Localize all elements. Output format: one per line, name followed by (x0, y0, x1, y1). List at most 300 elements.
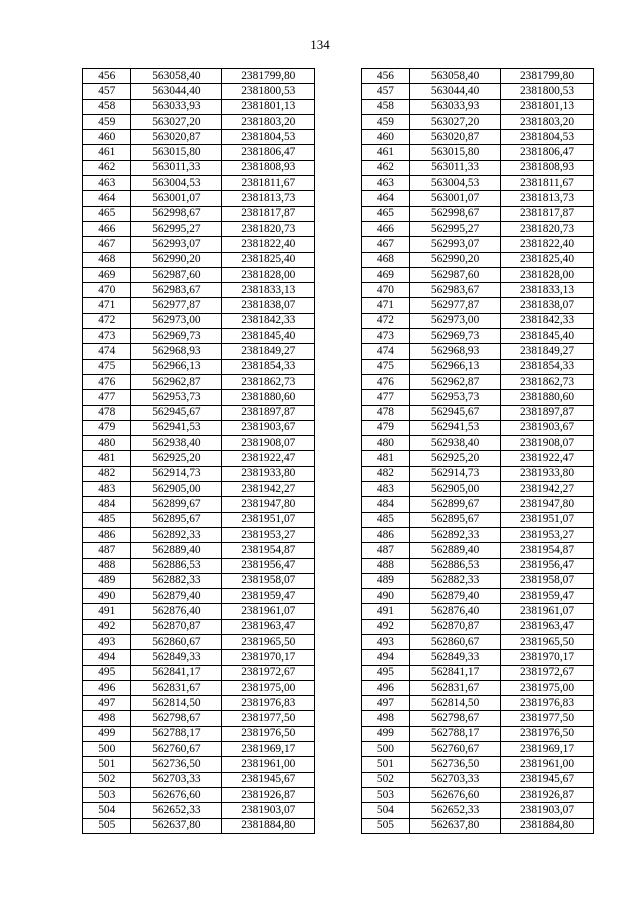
left-coord-x-cell: 562886,53 (131, 558, 222, 573)
table-row (83, 160, 594, 175)
left-coord-y-cell: 2381959,47 (222, 589, 315, 604)
left-coord-x-cell: 562879,40 (131, 589, 222, 604)
table-row (83, 466, 594, 481)
left-coord-x-cell: 562938,40 (131, 436, 222, 451)
left-coord-y-cell: 2381801,13 (222, 99, 315, 114)
table-row (83, 787, 594, 802)
left-coord-x-cell: 563033,93 (131, 99, 222, 114)
left-point-number-cell: 505 (83, 818, 131, 833)
right-point-number-cell: 491 (361, 604, 409, 619)
right-coord-y-cell: 2381854,33 (501, 359, 594, 374)
left-coord-x-cell: 563004,53 (131, 176, 222, 191)
table-row (83, 420, 594, 435)
left-coord-y-cell: 2381972,67 (222, 665, 315, 680)
right-coord-x-cell: 563033,93 (410, 99, 501, 114)
left-coord-y-cell: 2381970,17 (222, 650, 315, 665)
right-point-number-cell: 481 (361, 451, 409, 466)
right-coord-y-cell: 2381945,67 (501, 772, 594, 787)
right-coord-x-cell: 562941,53 (410, 420, 501, 435)
right-point-number-cell: 503 (361, 787, 409, 802)
table-row (83, 742, 594, 757)
left-coord-y-cell: 2381926,87 (222, 787, 315, 802)
left-coord-x-cell: 562914,73 (131, 466, 222, 481)
right-point-number-cell: 457 (361, 84, 409, 99)
left-point-number-cell: 503 (83, 787, 131, 802)
table-row (83, 359, 594, 374)
right-coord-y-cell: 2381842,33 (501, 313, 594, 328)
left-coord-x-cell: 562814,50 (131, 696, 222, 711)
left-point-number-cell: 502 (83, 772, 131, 787)
right-coord-x-cell: 562987,60 (410, 267, 501, 282)
right-point-number-cell: 468 (361, 252, 409, 267)
right-point-number-cell: 501 (361, 757, 409, 772)
right-coord-y-cell: 2381801,13 (501, 99, 594, 114)
right-coord-x-cell: 562973,00 (410, 313, 501, 328)
table-row (83, 634, 594, 649)
left-point-number-cell: 465 (83, 206, 131, 221)
right-coord-x-cell: 562889,40 (410, 543, 501, 558)
left-coord-x-cell: 562892,33 (131, 527, 222, 542)
right-coord-y-cell: 2381969,17 (501, 742, 594, 757)
right-coord-x-cell: 562876,40 (410, 604, 501, 619)
left-point-number-cell: 484 (83, 497, 131, 512)
left-coord-y-cell: 2381897,87 (222, 405, 315, 420)
table-row (83, 344, 594, 359)
left-point-number-cell: 495 (83, 665, 131, 680)
left-coord-x-cell: 562703,33 (131, 772, 222, 787)
right-coord-y-cell: 2381811,67 (501, 176, 594, 191)
right-coord-y-cell: 2381922,47 (501, 451, 594, 466)
left-point-number-cell: 476 (83, 374, 131, 389)
column-gap (315, 298, 361, 313)
right-coord-y-cell: 2381833,13 (501, 283, 594, 298)
left-point-number-cell: 460 (83, 130, 131, 145)
left-coord-x-cell: 562953,73 (131, 390, 222, 405)
left-point-number-cell: 489 (83, 573, 131, 588)
right-coord-y-cell: 2381965,50 (501, 634, 594, 649)
right-point-number-cell: 486 (361, 527, 409, 542)
column-gap (315, 390, 361, 405)
right-point-number-cell: 492 (361, 619, 409, 634)
table-row (83, 130, 594, 145)
column-gap (315, 634, 361, 649)
column-gap (315, 558, 361, 573)
column-gap (315, 482, 361, 497)
right-coord-y-cell: 2381903,67 (501, 420, 594, 435)
left-coord-y-cell: 2381806,47 (222, 145, 315, 160)
left-coord-y-cell: 2381813,73 (222, 191, 315, 206)
column-gap (315, 757, 361, 772)
right-coord-x-cell: 562849,33 (410, 650, 501, 665)
right-point-number-cell: 471 (361, 298, 409, 313)
left-coord-x-cell: 562637,80 (131, 818, 222, 833)
right-coord-y-cell: 2381977,50 (501, 711, 594, 726)
left-point-number-cell: 472 (83, 313, 131, 328)
left-coord-x-cell: 563044,40 (131, 84, 222, 99)
left-coord-x-cell: 562983,67 (131, 283, 222, 298)
table-row (83, 589, 594, 604)
left-coord-x-cell: 562941,53 (131, 420, 222, 435)
table-row (83, 252, 594, 267)
column-gap (315, 313, 361, 328)
left-point-number-cell: 457 (83, 84, 131, 99)
coordinates-table (82, 68, 594, 834)
right-point-number-cell: 478 (361, 405, 409, 420)
right-coord-y-cell: 2381799,80 (501, 69, 594, 84)
table-row (83, 818, 594, 833)
right-point-number-cell: 485 (361, 512, 409, 527)
left-point-number-cell: 464 (83, 191, 131, 206)
left-point-number-cell: 497 (83, 696, 131, 711)
column-gap (315, 497, 361, 512)
right-point-number-cell: 479 (361, 420, 409, 435)
table-row (83, 619, 594, 634)
left-point-number-cell: 470 (83, 283, 131, 298)
right-coord-x-cell: 562879,40 (410, 589, 501, 604)
right-coord-x-cell: 562637,80 (410, 818, 501, 833)
left-point-number-cell: 475 (83, 359, 131, 374)
right-coord-y-cell: 2381884,80 (501, 818, 594, 833)
left-coord-x-cell: 562987,60 (131, 267, 222, 282)
table-row (83, 329, 594, 344)
column-gap (315, 619, 361, 634)
column-gap (315, 267, 361, 282)
right-point-number-cell: 472 (361, 313, 409, 328)
left-coord-y-cell: 2381956,47 (222, 558, 315, 573)
right-point-number-cell: 497 (361, 696, 409, 711)
right-point-number-cell: 498 (361, 711, 409, 726)
right-coord-x-cell: 562798,67 (410, 711, 501, 726)
left-coord-y-cell: 2381922,47 (222, 451, 315, 466)
left-coord-x-cell: 562676,60 (131, 787, 222, 802)
left-coord-y-cell: 2381945,67 (222, 772, 315, 787)
table-row (83, 497, 594, 512)
column-gap (315, 69, 361, 84)
right-coord-y-cell: 2381806,47 (501, 145, 594, 160)
left-point-number-cell: 469 (83, 267, 131, 282)
right-coord-x-cell: 562998,67 (410, 206, 501, 221)
right-point-number-cell: 473 (361, 329, 409, 344)
table-row (83, 711, 594, 726)
left-coord-y-cell: 2381976,83 (222, 696, 315, 711)
table-row (83, 573, 594, 588)
column-gap (315, 466, 361, 481)
right-coord-y-cell: 2381933,80 (501, 466, 594, 481)
column-gap (315, 527, 361, 542)
right-coord-x-cell: 562914,73 (410, 466, 501, 481)
column-gap (315, 420, 361, 435)
right-coord-x-cell: 562870,87 (410, 619, 501, 634)
right-coord-x-cell: 562814,50 (410, 696, 501, 711)
left-coord-x-cell: 562889,40 (131, 543, 222, 558)
left-coord-y-cell: 2381961,07 (222, 604, 315, 619)
left-coord-x-cell: 562760,67 (131, 742, 222, 757)
left-coord-x-cell: 562860,67 (131, 634, 222, 649)
table-row (83, 390, 594, 405)
left-coord-x-cell: 562736,50 (131, 757, 222, 772)
right-coord-x-cell: 562925,20 (410, 451, 501, 466)
column-gap (315, 711, 361, 726)
right-point-number-cell: 469 (361, 267, 409, 282)
left-coord-x-cell: 562995,27 (131, 221, 222, 236)
left-coord-x-cell: 562962,87 (131, 374, 222, 389)
table-row (83, 650, 594, 665)
right-coord-y-cell: 2381825,40 (501, 252, 594, 267)
column-gap (315, 803, 361, 818)
right-coord-y-cell: 2381972,67 (501, 665, 594, 680)
right-coord-y-cell: 2381954,87 (501, 543, 594, 558)
table-row (83, 267, 594, 282)
right-point-number-cell: 465 (361, 206, 409, 221)
right-coord-x-cell: 562905,00 (410, 482, 501, 497)
column-gap (315, 589, 361, 604)
right-point-number-cell: 470 (361, 283, 409, 298)
table-row (83, 206, 594, 221)
left-coord-x-cell: 562876,40 (131, 604, 222, 619)
right-coord-x-cell: 562990,20 (410, 252, 501, 267)
left-coord-x-cell: 563027,20 (131, 114, 222, 129)
table-row (83, 313, 594, 328)
table-row (83, 696, 594, 711)
left-coord-y-cell: 2381845,40 (222, 329, 315, 344)
left-point-number-cell: 461 (83, 145, 131, 160)
left-coord-x-cell: 562969,73 (131, 329, 222, 344)
right-coord-x-cell: 562860,67 (410, 634, 501, 649)
column-gap (315, 359, 361, 374)
right-point-number-cell: 496 (361, 680, 409, 695)
right-coord-y-cell: 2381970,17 (501, 650, 594, 665)
right-coord-x-cell: 562895,67 (410, 512, 501, 527)
right-coord-y-cell: 2381953,27 (501, 527, 594, 542)
right-coord-x-cell: 562966,13 (410, 359, 501, 374)
left-point-number-cell: 482 (83, 466, 131, 481)
column-gap (315, 742, 361, 757)
column-gap (315, 543, 361, 558)
left-coord-y-cell: 2381817,87 (222, 206, 315, 221)
table-row (83, 665, 594, 680)
column-gap (315, 374, 361, 389)
left-coord-x-cell: 562993,07 (131, 237, 222, 252)
column-gap (315, 145, 361, 160)
right-coord-x-cell: 562886,53 (410, 558, 501, 573)
table-row (83, 543, 594, 558)
left-point-number-cell: 471 (83, 298, 131, 313)
right-coord-y-cell: 2381822,40 (501, 237, 594, 252)
table-row (83, 237, 594, 252)
left-point-number-cell: 466 (83, 221, 131, 236)
left-coord-y-cell: 2381880,60 (222, 390, 315, 405)
column-gap (315, 405, 361, 420)
left-point-number-cell: 485 (83, 512, 131, 527)
left-coord-y-cell: 2381975,00 (222, 680, 315, 695)
left-coord-x-cell: 562968,93 (131, 344, 222, 359)
column-gap (315, 650, 361, 665)
left-point-number-cell: 480 (83, 436, 131, 451)
right-coord-x-cell: 562892,33 (410, 527, 501, 542)
left-point-number-cell: 488 (83, 558, 131, 573)
left-coord-y-cell: 2381963,47 (222, 619, 315, 634)
left-coord-y-cell: 2381977,50 (222, 711, 315, 726)
left-coord-y-cell: 2381820,73 (222, 221, 315, 236)
left-coord-x-cell: 563015,80 (131, 145, 222, 160)
right-point-number-cell: 458 (361, 99, 409, 114)
left-coord-y-cell: 2381903,07 (222, 803, 315, 818)
coordinates-table-body (83, 69, 594, 834)
right-coord-y-cell: 2381908,07 (501, 436, 594, 451)
left-coord-x-cell: 562798,67 (131, 711, 222, 726)
table-row (83, 803, 594, 818)
column-gap (315, 206, 361, 221)
column-gap (315, 787, 361, 802)
right-coord-y-cell: 2381947,80 (501, 497, 594, 512)
right-point-number-cell: 480 (361, 436, 409, 451)
column-gap (315, 665, 361, 680)
table-row (83, 191, 594, 206)
left-coord-y-cell: 2381908,07 (222, 436, 315, 451)
page-number: 134 (310, 37, 330, 52)
right-coord-y-cell: 2381803,20 (501, 114, 594, 129)
left-coord-x-cell: 562870,87 (131, 619, 222, 634)
left-coord-y-cell: 2381933,80 (222, 466, 315, 481)
right-coord-y-cell: 2381813,73 (501, 191, 594, 206)
right-coord-x-cell: 563015,80 (410, 145, 501, 160)
right-coord-x-cell: 562945,67 (410, 405, 501, 420)
right-point-number-cell: 493 (361, 634, 409, 649)
table-row (83, 512, 594, 527)
right-point-number-cell: 466 (361, 221, 409, 236)
left-coord-x-cell: 563058,40 (131, 69, 222, 84)
left-coord-y-cell: 2381947,80 (222, 497, 315, 512)
right-coord-x-cell: 562968,93 (410, 344, 501, 359)
right-point-number-cell: 467 (361, 237, 409, 252)
right-coord-x-cell: 563044,40 (410, 84, 501, 99)
right-point-number-cell: 482 (361, 466, 409, 481)
right-coord-y-cell: 2381961,07 (501, 604, 594, 619)
right-coord-x-cell: 562969,73 (410, 329, 501, 344)
left-coord-y-cell: 2381842,33 (222, 313, 315, 328)
table-row (83, 145, 594, 160)
left-coord-x-cell: 562905,00 (131, 482, 222, 497)
left-coord-y-cell: 2381804,53 (222, 130, 315, 145)
right-coord-y-cell: 2381849,27 (501, 344, 594, 359)
left-point-number-cell: 490 (83, 589, 131, 604)
right-coord-x-cell: 562983,67 (410, 283, 501, 298)
left-point-number-cell: 483 (83, 482, 131, 497)
left-coord-x-cell: 562788,17 (131, 726, 222, 741)
left-coord-y-cell: 2381808,93 (222, 160, 315, 175)
column-gap (315, 176, 361, 191)
left-point-number-cell: 493 (83, 634, 131, 649)
right-coord-x-cell: 563020,87 (410, 130, 501, 145)
left-coord-y-cell: 2381854,33 (222, 359, 315, 374)
left-coord-y-cell: 2381903,67 (222, 420, 315, 435)
right-coord-x-cell: 562977,87 (410, 298, 501, 313)
column-gap (315, 772, 361, 787)
left-coord-x-cell: 562882,33 (131, 573, 222, 588)
right-coord-x-cell: 562760,67 (410, 742, 501, 757)
right-coord-y-cell: 2381956,47 (501, 558, 594, 573)
right-point-number-cell: 475 (361, 359, 409, 374)
right-point-number-cell: 464 (361, 191, 409, 206)
column-gap (315, 191, 361, 206)
table-row (83, 527, 594, 542)
column-gap (315, 604, 361, 619)
right-point-number-cell: 489 (361, 573, 409, 588)
left-coord-x-cell: 562998,67 (131, 206, 222, 221)
column-gap (315, 99, 361, 114)
left-coord-x-cell: 562899,67 (131, 497, 222, 512)
left-coord-x-cell: 562652,33 (131, 803, 222, 818)
right-coord-y-cell: 2381958,07 (501, 573, 594, 588)
right-point-number-cell: 505 (361, 818, 409, 833)
left-coord-y-cell: 2381961,00 (222, 757, 315, 772)
right-point-number-cell: 488 (361, 558, 409, 573)
left-coord-x-cell: 562831,67 (131, 680, 222, 695)
right-coord-y-cell: 2381820,73 (501, 221, 594, 236)
right-coord-y-cell: 2381959,47 (501, 589, 594, 604)
left-point-number-cell: 500 (83, 742, 131, 757)
table-row (83, 772, 594, 787)
right-coord-y-cell: 2381926,87 (501, 787, 594, 802)
left-coord-y-cell: 2381811,67 (222, 176, 315, 191)
right-coord-x-cell: 563011,33 (410, 160, 501, 175)
right-coord-x-cell: 562962,87 (410, 374, 501, 389)
right-coord-y-cell: 2381975,00 (501, 680, 594, 695)
right-coord-x-cell: 563004,53 (410, 176, 501, 191)
column-gap (315, 573, 361, 588)
right-coord-y-cell: 2381951,07 (501, 512, 594, 527)
left-coord-x-cell: 562990,20 (131, 252, 222, 267)
right-coord-x-cell: 562993,07 (410, 237, 501, 252)
right-coord-y-cell: 2381897,87 (501, 405, 594, 420)
right-point-number-cell: 484 (361, 497, 409, 512)
column-gap (315, 329, 361, 344)
right-point-number-cell: 476 (361, 374, 409, 389)
right-coord-y-cell: 2381976,83 (501, 696, 594, 711)
column-gap (315, 344, 361, 359)
table-row (83, 114, 594, 129)
left-coord-y-cell: 2381849,27 (222, 344, 315, 359)
column-gap (315, 512, 361, 527)
column-gap (315, 84, 361, 99)
right-coord-y-cell: 2381961,00 (501, 757, 594, 772)
left-coord-x-cell: 563011,33 (131, 160, 222, 175)
right-point-number-cell: 462 (361, 160, 409, 175)
right-point-number-cell: 490 (361, 589, 409, 604)
column-gap (315, 252, 361, 267)
right-point-number-cell: 477 (361, 390, 409, 405)
left-coord-x-cell: 562977,87 (131, 298, 222, 313)
left-coord-y-cell: 2381953,27 (222, 527, 315, 542)
left-coord-x-cell: 562966,13 (131, 359, 222, 374)
column-gap (315, 818, 361, 833)
right-coord-x-cell: 562831,67 (410, 680, 501, 695)
column-gap (315, 696, 361, 711)
left-coord-y-cell: 2381969,17 (222, 742, 315, 757)
left-point-number-cell: 479 (83, 420, 131, 435)
table-row (83, 680, 594, 695)
column-gap (315, 680, 361, 695)
right-point-number-cell: 483 (361, 482, 409, 497)
left-point-number-cell: 498 (83, 711, 131, 726)
column-gap (315, 114, 361, 129)
left-point-number-cell: 486 (83, 527, 131, 542)
left-point-number-cell: 467 (83, 237, 131, 252)
right-coord-y-cell: 2381808,93 (501, 160, 594, 175)
left-point-number-cell: 458 (83, 99, 131, 114)
right-coord-x-cell: 562899,67 (410, 497, 501, 512)
left-coord-y-cell: 2381799,80 (222, 69, 315, 84)
